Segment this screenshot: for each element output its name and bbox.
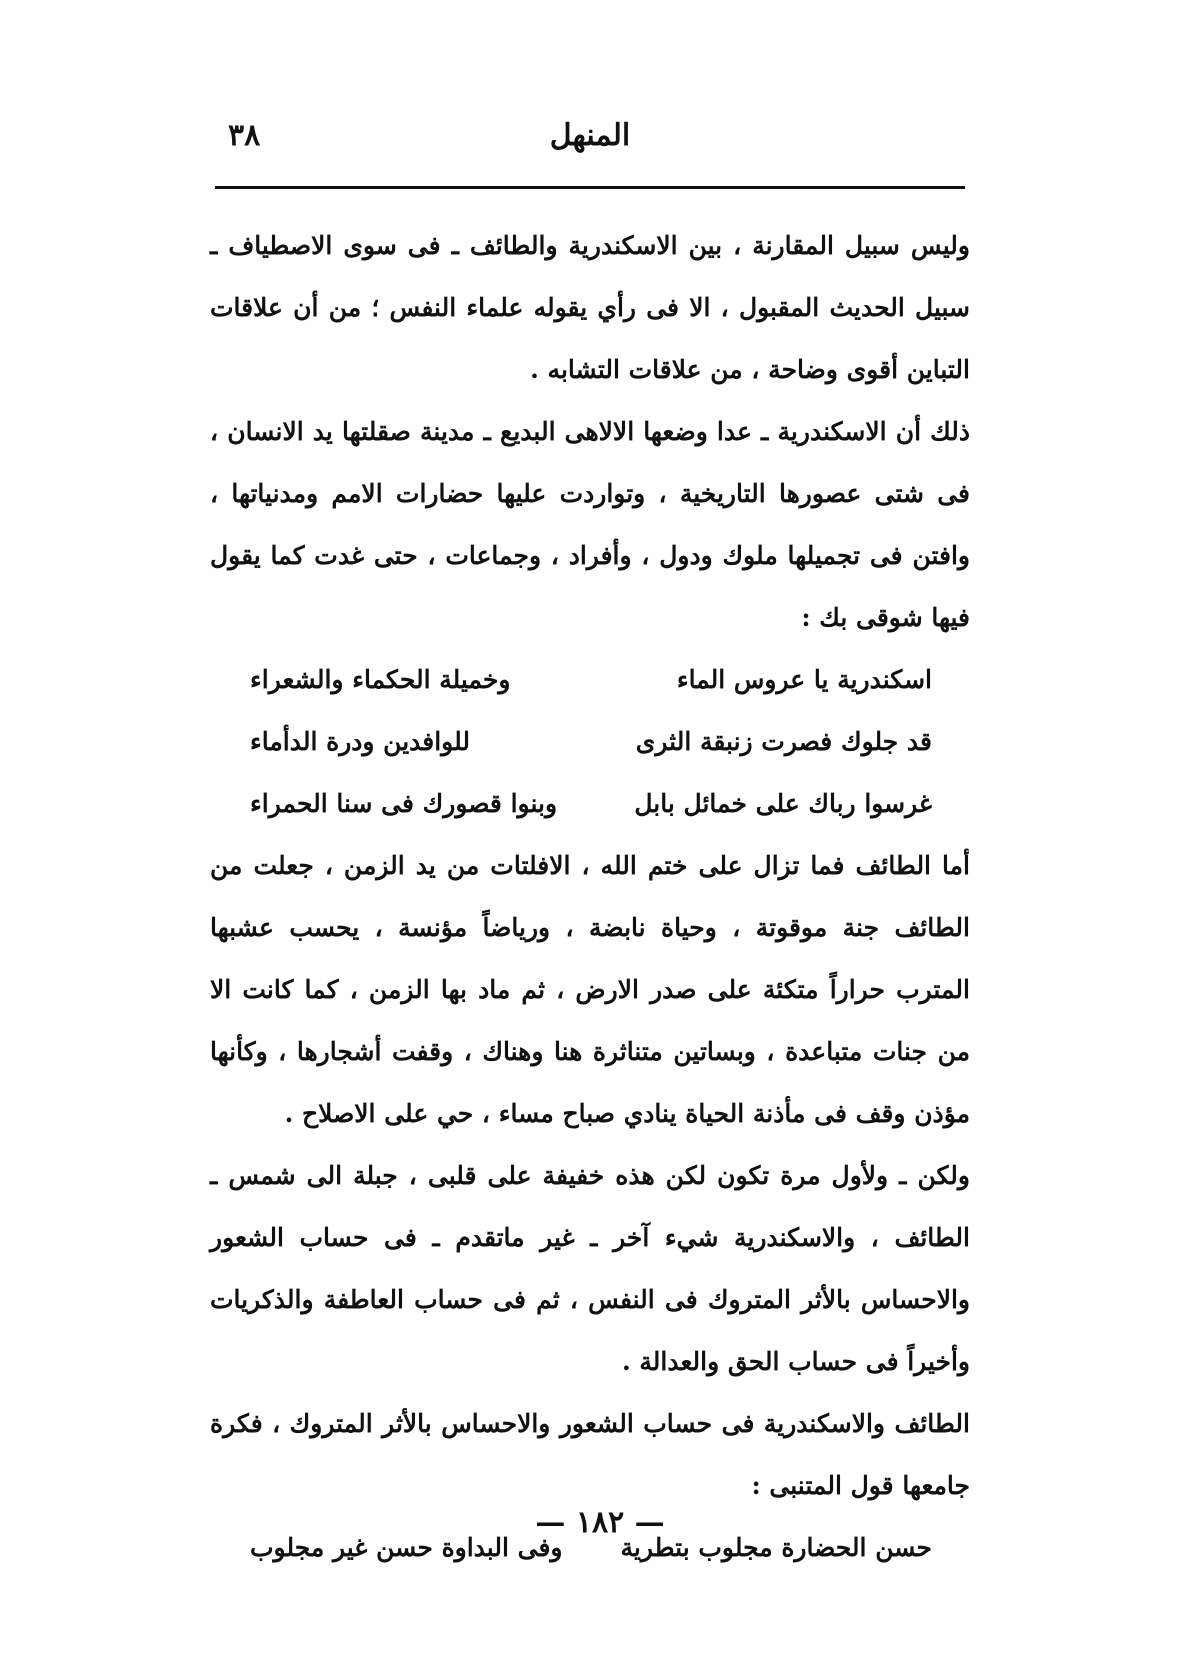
article-body [210,215,970,1579]
paragraph-taif: أما الطائف فما تزال على ختم الله ، الافلتات من يد الزمن ، جعلت من الطائف جنة موقوتة ، وحياة نابضة ، ورياضاً مؤنسة ، يحسب عشبها المترب حراراً متكئة على صدر الارض ، ثم ماد بها الزمن ، كما كانت الا من جنات متباعدة ، وبساتين متناثرة هنا وهناك ، وقفت أشجارها ، وكأنها مؤذن وقف فى مأذنة الحياة ينادي صباح مساء ، حي على الاصلاح . [210,851,970,1128]
verse-second-hemistich: وفى البداوة حسن غير مجلوب [250,1533,563,1562]
poem-shawqi [210,649,970,835]
verse-line [210,649,970,711]
journal-title: المنهل [549,118,631,153]
verse-line [210,711,970,773]
verse-first-hemistich: قد جلوك فصرت زنبقة الثرى [635,727,932,756]
verse-second-hemistich: للوافدين ودرة الدأماء [250,727,470,756]
page-number: ٣٨ [228,118,261,153]
folio-number: — ١٨٢ — [535,1505,665,1540]
verse-second-hemistich: وبنوا قصورك فى سنا الحمراء [250,789,558,818]
verse-line [210,773,970,835]
verse-second-hemistich: وخميلة الحكماء والشعراء [250,665,511,694]
paragraph-alexandria: ذلك أن الاسكندرية ـ عدا وضعها الالاهى البديع ـ مدينة صقلتها يد الانسان ، فى شتى عصورها التاريخية ، وتواردت عليها حضارات الامم ومدنياتها ، وافتن فى تجميلها ملوك ودول ، وأفراد ، وجماعات ، حتى غدت كما يقول فيها شوقى بك : [210,417,970,632]
verse-first-hemistich: غرسوا رباك على خمائل بابل [634,789,932,818]
paragraph-mutanabbi-intro: الطائف والاسكندرية فى حساب الشعور والاحساس بالأثر المتروك ، فكرة جامعها قول المتنبى : [210,1409,970,1500]
verse-first-hemistich: حسن الحضارة مجلوب بتطرية [620,1533,932,1562]
running-header [210,118,970,162]
paragraph-comparison: وليس سبيل المقارنة ، بين الاسكندرية والطائف ـ فى سوى الاصطياف ـ سبيل الحديث المقبول ، الا فى رأي يقوله علماء النفس ؛ من أن علاقات التباين أقوى وضاحة ، من علاقات التشابه . [210,231,970,384]
paragraph-but: ولكن ـ ولأول مرة تكون لكن هذه خفيفة على قلبى ، جبلة الى شمس ـ الطائف ، والاسكندرية شيء آخر ـ غير ماتقدم ـ فى حساب الشعور والاحساس بالأثر المتروك فى النفس ، ثم فى حساب العاطفة والذكريات وأخيراً فى حساب الحق والعدالة . [210,1161,970,1376]
header-rule [215,186,965,189]
verse-first-hemistich: اسكندرية يا عروس الماء [676,665,932,694]
